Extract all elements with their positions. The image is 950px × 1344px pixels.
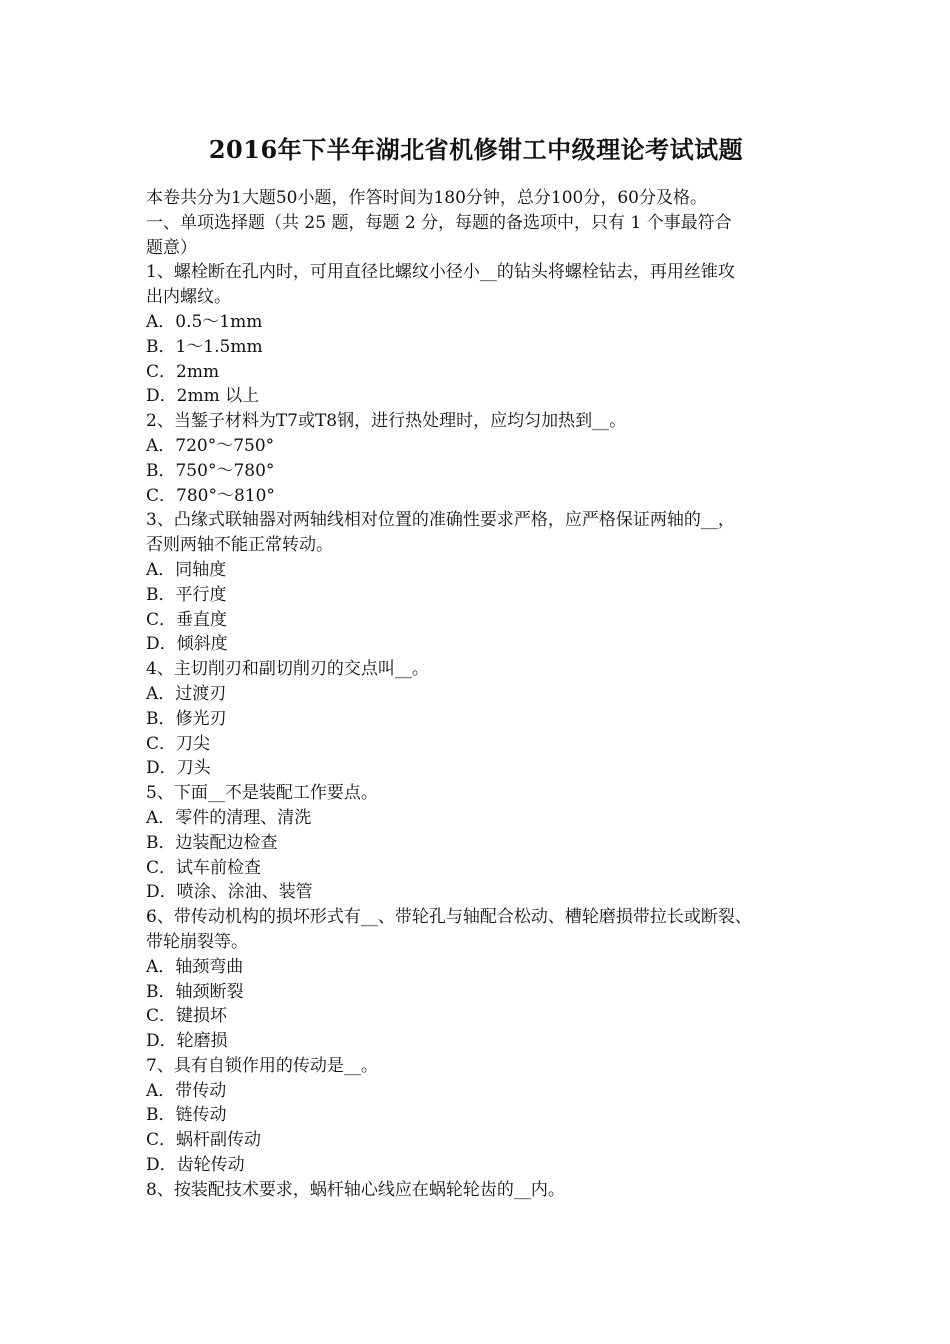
question-7 (146, 1054, 814, 1178)
answer-option: D．喷涂、涂油、装管 (146, 882, 313, 903)
answer-option: C．2mm (146, 361, 220, 382)
question-text: 1、螺栓断在孔内时，可用直径比螺纹小径小__的钻头将螺栓钻去，再用丝锥攻 (146, 262, 735, 283)
exam-intro: 本卷共分为1大题50小题，作答时间为180分钟，总分100分，60分及格。 (146, 188, 707, 208)
answer-option: A．轴颈弯曲 (146, 956, 244, 977)
answer-option: C．刀尖 (146, 733, 211, 754)
question-text: 7、具有自锁作用的传动是__。 (146, 1055, 378, 1076)
question-2 (146, 409, 814, 508)
answer-option: A．同轴度 (146, 559, 227, 580)
answer-option: C．键损坏 (146, 1006, 228, 1027)
answer-option: B．边装配边检查 (146, 832, 278, 853)
question-text: 5、下面__不是装配工作要点。 (146, 783, 378, 804)
question-text: 2、当錾子材料为T7或T8钢，进行热处理时，应均匀加热到__。 (146, 411, 627, 432)
question-6 (146, 905, 814, 1054)
question-1 (146, 260, 814, 409)
answer-option: A．过渡刃 (146, 683, 227, 704)
answer-option: D．齿轮传动 (146, 1155, 245, 1176)
answer-option: B．链传动 (146, 1105, 227, 1126)
question-text: 6、带传动机构的损坏形式有__、带轮孔与轴配合松动、槽轮磨损带拉长或断裂、 (146, 907, 752, 928)
question-text: 3、凸缘式联轴器对两轴线相对位置的准确性要求严格，应严格保证两轴的__， (146, 510, 735, 531)
question-text: 4、主切削刃和副切削刃的交点叫__。 (146, 659, 429, 680)
answer-option: C．780°～810° (146, 485, 275, 506)
question-8 (146, 1178, 814, 1203)
answer-option: A．720°～750° (146, 435, 275, 456)
answer-option: A．带传动 (146, 1080, 227, 1101)
answer-option: B．1～1.5mm (146, 336, 263, 357)
answer-option: B．轴颈断裂 (146, 981, 244, 1002)
answer-option: C．蜗杆副传动 (146, 1130, 262, 1151)
question-5 (146, 781, 814, 905)
question-text: 带轮崩裂等。 (146, 931, 248, 952)
answer-option: B．修光刃 (146, 708, 227, 729)
answer-option: C．垂直度 (146, 609, 228, 630)
document-body (146, 186, 814, 1203)
answer-option: B．750°～780° (146, 460, 275, 481)
section-heading-cont: 题意） (146, 237, 197, 258)
section-heading: 一、单项选择题（共 25 题，每题 2 分，每题的备选项中，只有 1 个事最符合 (146, 212, 732, 233)
page-title: 2016年下半年湖北省机修钳工中级理论考试试题 (208, 135, 744, 164)
answer-option: D．轮磨损 (146, 1031, 228, 1052)
answer-option: D．倾斜度 (146, 634, 228, 655)
answer-option: A．零件的清理、清洗 (146, 807, 312, 828)
answer-option: B．平行度 (146, 584, 227, 605)
question-text: 否则两轴不能正常转动。 (146, 535, 333, 556)
question-text: 8、按装配技术要求，蜗杆轴心线应在蜗轮轮齿的__内。 (146, 1179, 565, 1200)
answer-option: A．0.5～1mm (146, 311, 263, 332)
question-3 (146, 508, 814, 657)
answer-option: D．刀头 (146, 758, 211, 779)
question-4 (146, 657, 814, 781)
question-text: 出内螺纹。 (146, 287, 231, 308)
answer-option: D．2mm 以上 (146, 386, 260, 407)
question-list (146, 260, 814, 1202)
answer-option: C．试车前检查 (146, 857, 262, 878)
